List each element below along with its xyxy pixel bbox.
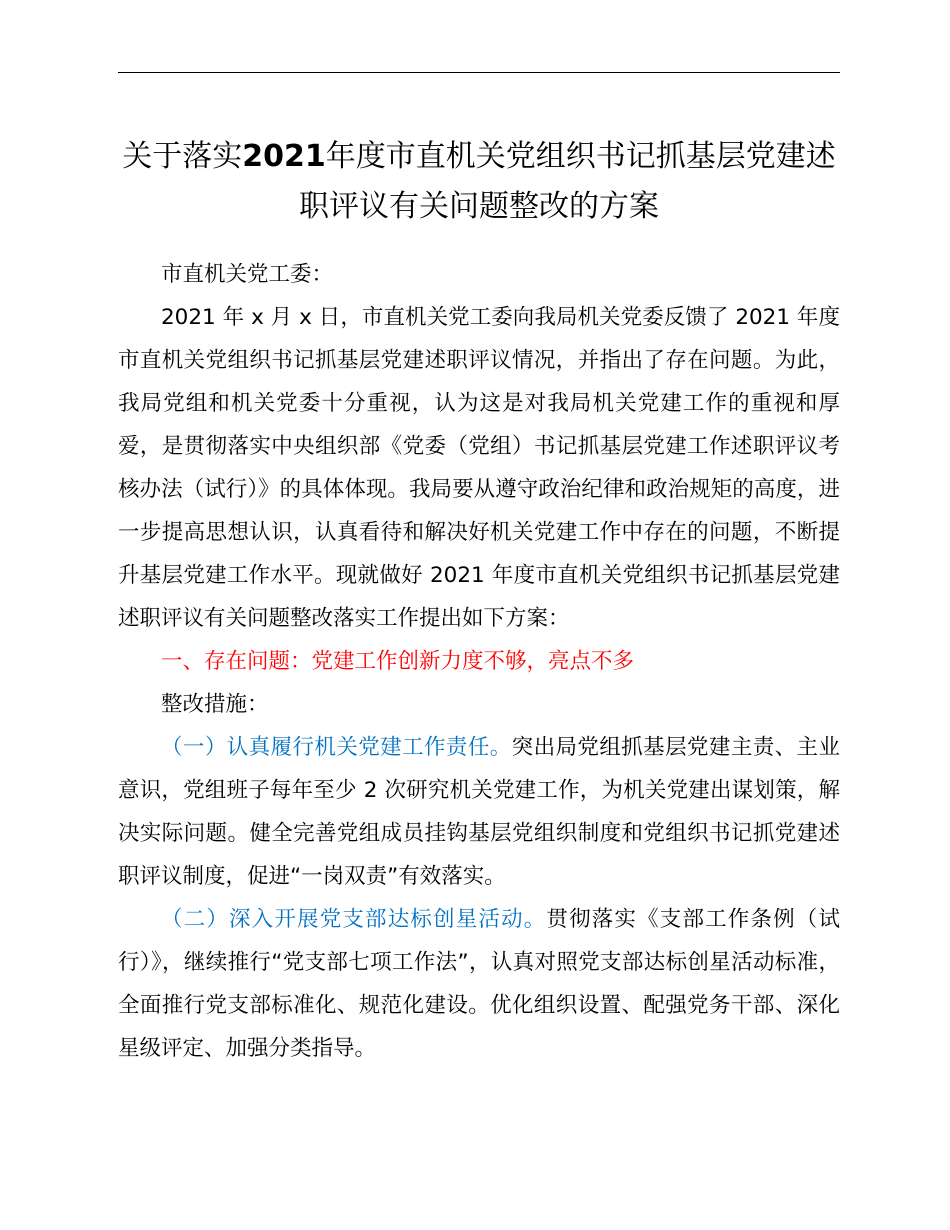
- title-part1: 关于落实: [122, 139, 243, 174]
- measures-label: 整改措施：: [161, 692, 269, 717]
- measure-item-2: [118, 898, 840, 1070]
- measure-item-1-heading: （一）认真履行机关党建工作责任。: [161, 735, 512, 760]
- header-rule: [118, 72, 840, 73]
- section1-heading: 一、存在问题：党建工作创新力度不够，亮点不多: [161, 649, 635, 674]
- document-title: [118, 132, 840, 232]
- measure-item-1-text: 突出局党组抓基层党建主责、主业意识，党组班子每年至少 2 次研究机关党建工作，为机关党建出谋划策，解决实际问题。健全完善党组成员挂钩基层党组织制度和党组织书记抓党建述职评议制度，促进“一岗双责”有效落实。: [118, 735, 840, 889]
- title-year: 2021: [242, 139, 326, 174]
- measure-item-2-heading: （二）深入开展党支部达标创星活动。: [161, 907, 547, 932]
- document-body: [118, 253, 840, 1070]
- measure-item-1: [118, 726, 840, 898]
- measure-item-2-text: 贯彻落实《支部工作条例（试行）》，继续推行“党支部七项工作法”，认真对照党支部达标创星活动标准，全面推行党支部标准化、规范化建设。优化组织设置、配强党务干部、深化星级评定、加强分类指导。: [118, 907, 840, 1061]
- title-part2: 年度市直机关党组织书记抓基层党建述职评议有关问题整改的方案: [299, 139, 836, 224]
- intro-paragraph: 2021 年 x 月 x 日，市直机关党工委向我局机关党委反馈了 2021 年度市直机关党组织书记抓基层党建述职评议情况，并指出了存在问题。为此，我局党组和机关党委十分重视，认为这是对我局机关党建工作的重视和厚爱，是贯彻落实中央组织部《党委（党组）书记抓基层党建工作述职评议考核办法（试行）》的具体体现。我局要从遵守政治纪律和政治规矩的高度，进一步提高思想认识，认真看待和解决好机关党建工作中存在的问题，不断提升基层党建工作水平。现就做好 2021 年度市直机关党组织书记抓基层党建述职评议有关问题整改落实工作提出如下方案：: [118, 305, 840, 631]
- salutation: 市直机关党工委：: [161, 262, 334, 287]
